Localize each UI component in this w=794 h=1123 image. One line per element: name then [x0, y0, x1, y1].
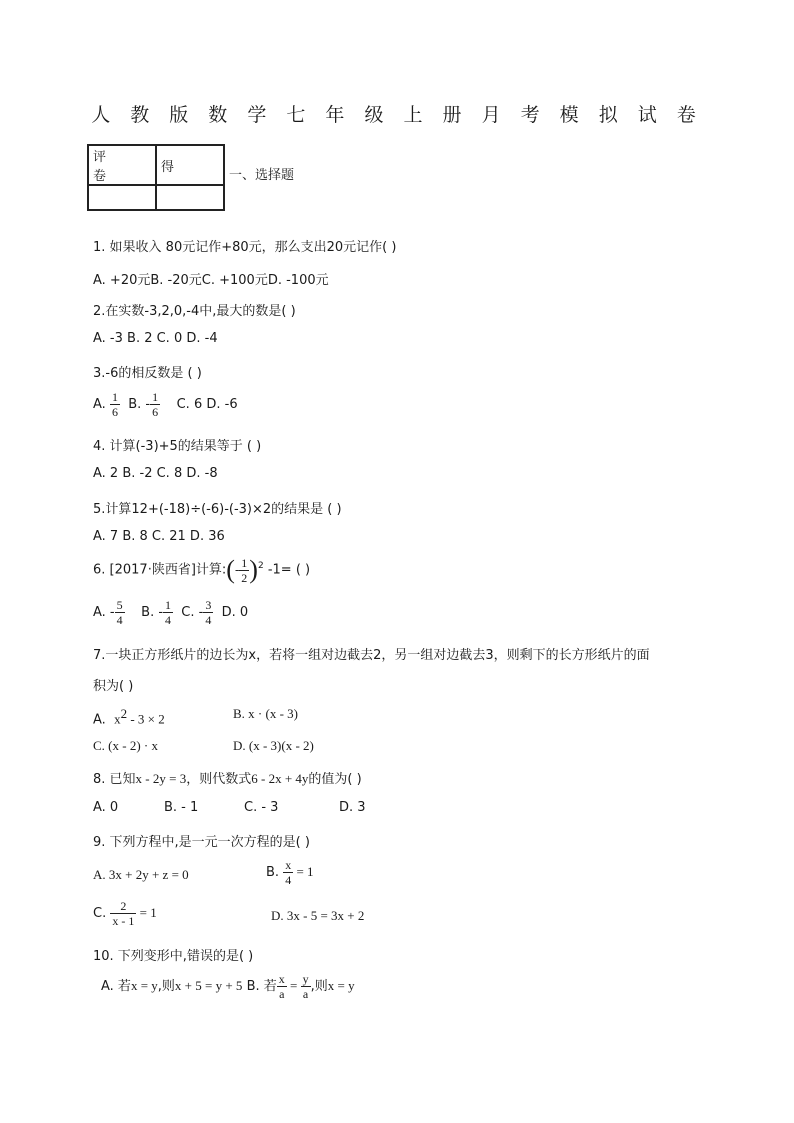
score-label: 得: [156, 145, 224, 185]
question-3-options: [93, 390, 238, 419]
fraction: $\frac{5}{4}$: [116, 598, 123, 627]
fraction: $\frac{1}{2}$: [241, 555, 248, 585]
question-5-options: A. 7 B. 8 C. 21 D. 36: [93, 529, 225, 544]
fraction: $\frac{x}{4}$: [285, 858, 292, 887]
question-4-options: A. 2 B. -2 C. 8 D. -8: [93, 466, 218, 481]
question-6-suffix: -1= ( ): [267, 562, 311, 578]
question-8-option-a: A. 0: [93, 800, 119, 815]
reviewer-label: 评 卷: [88, 145, 156, 185]
question-1: 1. 如果收入 80元记作+80元，那么支出20元记作( ): [93, 240, 397, 255]
question-7-line1: 7.一块正方形纸片的边长为x，若将一组对边截去2，另一组对边截去3，则剩下的长方形纸片的面: [93, 648, 650, 663]
question-7-option-a: A. $x^2 - 3 \times 2$: [93, 706, 165, 728]
fraction: $\frac{3}{4}$: [205, 598, 212, 627]
fraction: $\frac{1}{4}$: [165, 598, 172, 627]
question-10: 10. 下列变形中,错误的是( ): [93, 949, 254, 964]
question-2-options: A. -3 B. 2 C. 0 D. -4: [93, 331, 218, 346]
question-5: 5.计算12+(-18)÷(-6)-(-3)×2的结果是 ( ): [93, 502, 342, 517]
question-6-prefix: 6. [2017·陕西省]计算:: [93, 562, 227, 578]
question-7-option-c: C. (x - 2) · x: [93, 738, 158, 753]
question-1-options: A. +20元B. -20元C. +100元D. -100元: [93, 273, 329, 288]
question-4: 4. 计算(-3)+5的结果等于 ( ): [93, 439, 262, 454]
fraction: $\frac{y}{a}$: [302, 972, 309, 1001]
options-rest: C. 6 D. -6: [176, 397, 238, 412]
question-2: 2.在实数-3,2,0,-4中,最大的数是( ): [93, 304, 296, 319]
question-9-option-b: B. $\frac{x}{4}$ = 1: [266, 858, 314, 887]
score-table: [87, 144, 225, 211]
question-6-options: A. - $\frac{5}{4}$ B. - $\frac{1}{4}$ C. - $\frac{3}{4}$ D. 0: [93, 598, 249, 627]
question-9-option-d: D. 3x - 5 = 3x + 2: [271, 908, 365, 923]
fraction: $\frac{1}{6}$: [152, 390, 159, 419]
question-6: 6. [2017·陕西省]计算:(- $\frac{1}{2}$ )$^2$ -1= ( ): [93, 555, 311, 585]
reviewer-cell: [88, 185, 156, 210]
question-10-options: A. 若x = y,则x + 5 = y + 5 B. 若 $\frac{x}{a}$ = $\frac{y}{a}$ ,则x = y: [101, 972, 355, 1001]
option-b-label: B. -: [128, 397, 151, 412]
section-heading: 一、选择题: [229, 168, 295, 183]
question-7-line2: 积为( ): [93, 679, 134, 694]
question-9-option-c: C. $\frac{2}{x - 1}$ = 1: [93, 899, 157, 928]
exam-title: 人 教 版 数 学 七 年 级 上 册 月 考 模 拟 试 卷: [91, 104, 703, 126]
question-8-option-c: C. - 3: [244, 800, 279, 815]
question-9-option-a: A. 3x + 2y + z = 0: [93, 867, 189, 882]
score-cell: [156, 185, 224, 210]
question-8-option-b: B. - 1: [164, 800, 199, 815]
fraction: $\frac{1}{6}$: [111, 390, 118, 419]
question-7-option-d: D. (x - 3)(x - 2): [233, 738, 314, 753]
question-3: 3.-6的相反数是 ( ): [93, 366, 202, 381]
question-8: 8. 已知x - 2y = 3，则代数式6 - 2x + 4y的值为( ): [93, 771, 362, 787]
option-a-label: A.: [93, 397, 106, 412]
fraction: $\frac{x}{a}$: [278, 972, 285, 1001]
question-9: 9. 下列方程中,是一元一次方程的是( ): [93, 835, 310, 850]
fraction: $\frac{2}{x - 1}$: [112, 899, 135, 928]
question-8-option-d: D. 3: [339, 800, 366, 815]
question-7-option-b: B. x · (x - 3): [233, 706, 298, 721]
